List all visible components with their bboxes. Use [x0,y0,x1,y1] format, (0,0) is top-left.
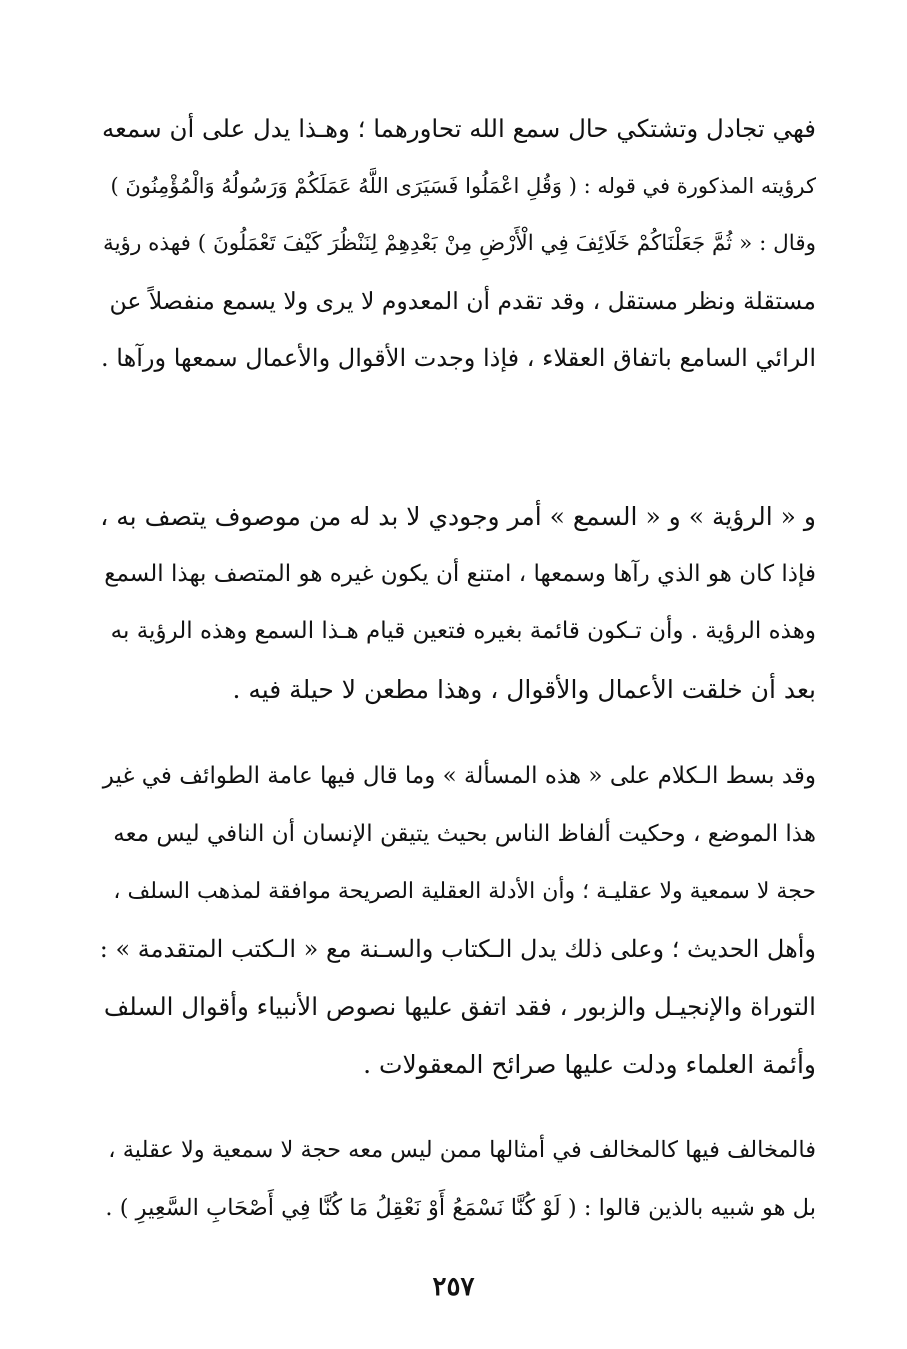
text-line-quran-verse: بل هو شبيه بالذين قالوا : ( لَوْ كُنَّا نَسْمَعُ أَوْ نَعْقِلُ مَا كُنَّا فِي أَصْحَابِ السَّعِيرِ ) . [105,1194,816,1221]
text-line: التوراة والإنجيـل والزبور ، فقد اتفق عليها نصوص الأنبياء وأقوال السلف [103,992,816,1021]
text-line: وهذه الرؤية . وأن تـكون قائمة بغيره فتعين قيام هـذا السمع وهذه الرؤية به [110,618,816,644]
text-line: فالمخالف فيها كالمخالف في أمثالها ممن ليس معه حجة لا سمعية ولا عقلية ، [108,1137,816,1163]
text-line: و « الرؤية » و « السمع » أمر وجودي لا بد له من موصوف يتصف به ، [100,502,816,531]
text-line: هذا الموضع ، وحكيت ألفاظ الناس بحيث يتيقن الإنسان أن النافي ليس معه [113,820,816,847]
page-number: ٢٥٧ [432,1272,475,1302]
paragraph-4 [100,1122,816,1237]
text-line: مستقلة ونظر مستقل ، وقد تقدم أن المعدوم لا يرى ولا يسمع منفصلاً عن [109,286,816,315]
text-line: الرائي السامع باتفاق العقلاء ، فإذا وجدت الأقوال والأعمال سمعها ورآها . [101,344,816,372]
paragraph-3 [100,748,816,1093]
text-line: فإذا كان هو الذي رآها وسمعها ، امتنع أن يكون غيره هو المتصف بهذا السمع [104,560,816,587]
text-line-quran-verse: وقال : « ثُمَّ جَعَلْنَاكُمْ خَلَائِفَ فِي الْأَرْضِ مِنْ بَعْدِهِمْ لِنَنْظُرَ كَيْفَ تَعْمَلُونَ ) فهذه رؤية [103,231,816,256]
text-line: بعد أن خلقت الأعمال والأقوال ، وهذا مطعن لا حيلة فيه . [232,674,816,704]
text-line: فهي تجادل وتشتكي حال سمع الله تحاورهما ؛ وهـذا يدل على أن سمعه [102,114,816,143]
text-line: حجة لا سمعية ولا عقليـة ؛ وأن الأدلة العقلية الصريحة موافقة لمذهب السلف ، [113,879,816,904]
paragraph-1 [100,100,816,388]
paragraph-2 [100,488,816,718]
text-line: وقد بسط الـكلام على « هذه المسألة » وما قال فيها عامة الطوائف في غير [102,763,816,789]
text-line-quran-verse: كرؤيته المذكورة في قوله : ( وَقُلِ اعْمَلُوا فَسَيَرَى اللَّهُ عَمَلَكُمْ وَرَسُولُهُ وَالْمُؤْمِنُونَ ) [110,173,816,198]
text-line: وأئمة العلماء ودلت عليها صرائح المعقولات . [363,1049,816,1079]
text-line: وأهل الحديث ؛ وعلى ذلك يدل الـكتاب والسـنة مع « الـكتب المتقدمة » : [100,934,816,963]
